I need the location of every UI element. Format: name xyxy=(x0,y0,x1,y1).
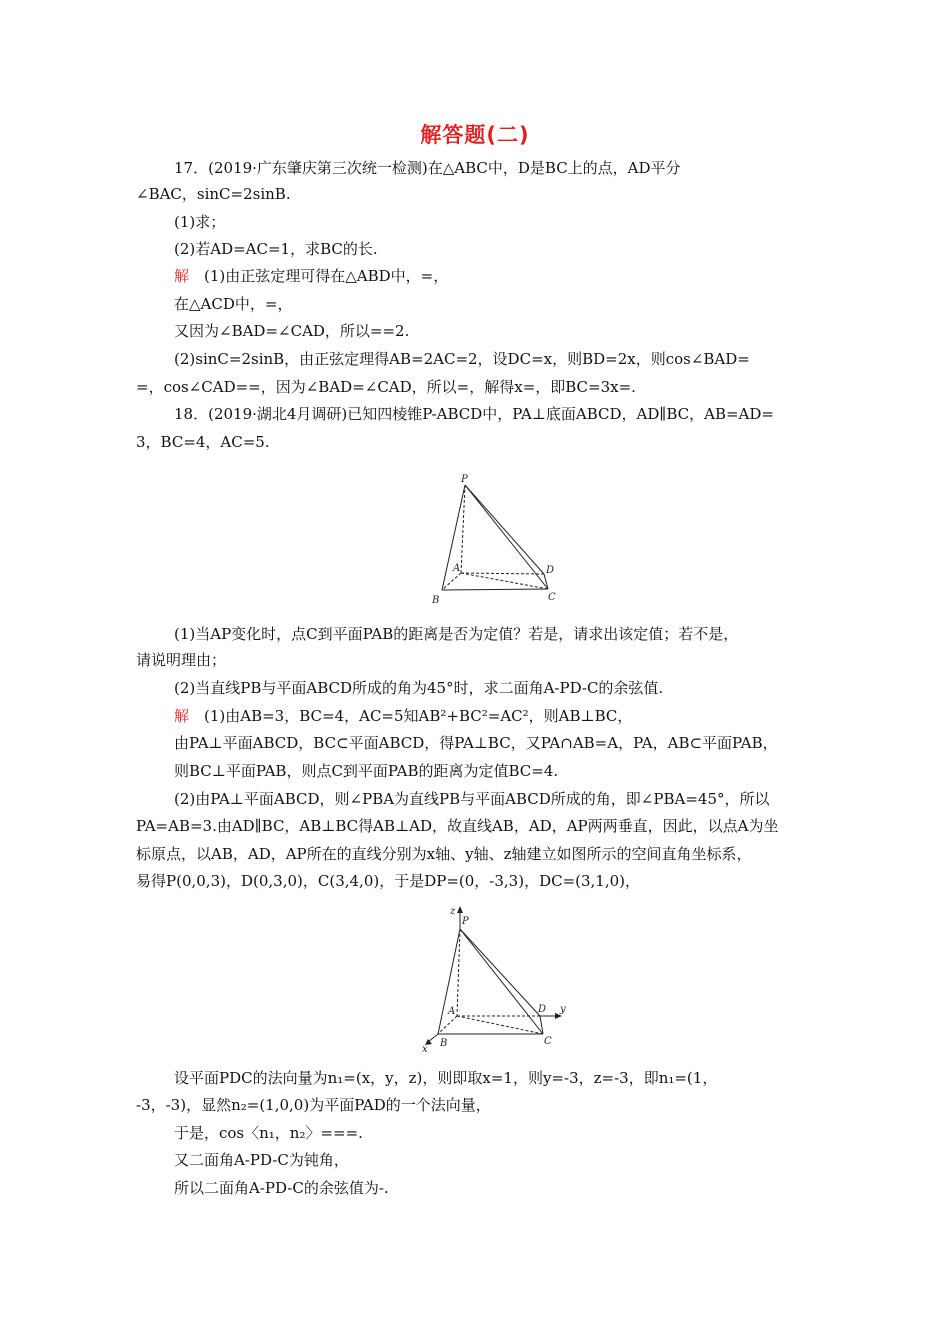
s18-line-8: 设平面PDC的法向量为n₁=(x，y，z)，则即取x=1，则y=-3，z=-3，即n₁=(1， xyxy=(174,1069,718,1087)
edge-PB xyxy=(442,485,465,590)
page-title: 解答题(二) xyxy=(420,123,530,147)
label-A: A xyxy=(448,1006,456,1017)
q18-line-1: 18．(2019·湖北4月调研)已知四棱锥P-ABCD中，PA⊥底面ABCD，AD∥BC，AB=AD= xyxy=(174,405,774,423)
q18-line-4: 请说明理由； xyxy=(136,651,227,669)
label-x: x xyxy=(422,1044,428,1055)
label-C: C xyxy=(544,1036,552,1047)
s18-line-7: 易得P(0,0,3)，D(0,3,0)，C(3,4,0)，于是DP=(0，-3,3)，DC=(3,1,0)， xyxy=(136,872,641,890)
solution-tag: 解 xyxy=(174,707,190,725)
s17-line-2: 在△ACD中，=， xyxy=(174,295,293,313)
s18-line-10: 于是，cos〈n₁，n₂〉===. xyxy=(174,1124,363,1142)
edge-AC xyxy=(457,1016,543,1034)
s17-line-5: =，cos∠CAD==，因为∠BAD=∠CAD，所以=，解得x=，即BC=3x=. xyxy=(136,378,636,396)
q18-line-2: 3，BC=4，AC=5. xyxy=(136,433,270,451)
edge-AD xyxy=(461,573,544,574)
q18-line-5: (2)当直线PB与平面ABCD所成的角为45°时，求二面角A-PD-C的余弦值. xyxy=(174,679,664,697)
s18-line-9: -3，-3)，显然n₂=(1,0,0)为平面PAD的一个法向量， xyxy=(136,1096,491,1114)
x-axis xyxy=(428,1034,438,1042)
label-P: P xyxy=(461,474,468,485)
s17-text-1: (1)由正弦定理可得在△ABD中，=， xyxy=(204,267,449,285)
q18-line-3: (1)当AP变化时，点C到平面PAB的距离是否为定值？若是，请求出该定值；若不是， xyxy=(174,625,739,643)
label-C: C xyxy=(548,592,556,603)
s17-line-4: (2)sinC=2sinB，由正弦定理得AB=2AC=2，设DC=x，则BD=2x，则cos∠BAD= xyxy=(174,350,750,368)
label-z: z xyxy=(450,906,456,917)
solution-tag: 解 xyxy=(174,267,190,285)
s18-text-1: (1)由AB=3，BC=4，AC=5知AB²+BC²=AC²，则AB⊥BC， xyxy=(204,707,633,725)
edge-BC xyxy=(442,589,548,590)
s18-line-3: 则BC⊥平面PAB，则点C到平面PAB的距离为定值BC=4. xyxy=(174,762,559,780)
s18-line-12: 所以二面角A-PD-C的余弦值为-. xyxy=(174,1179,389,1197)
q17-line-3: (1)求； xyxy=(174,213,226,231)
label-P: P xyxy=(462,916,469,927)
s17-line-3: 又因为∠BAD=∠CAD，所以==2. xyxy=(174,322,410,340)
q17-line-2: ∠BAC，sinC=2sinB. xyxy=(136,185,291,203)
edge-PC xyxy=(460,929,543,1034)
pyramid-figure-1 xyxy=(420,470,570,610)
label-D: D xyxy=(538,1004,547,1015)
q17-line-4: (2)若AD=AC=1，求BC的长. xyxy=(174,240,378,258)
label-A: A xyxy=(453,563,461,574)
edge-PD xyxy=(460,929,540,1016)
label-B: B xyxy=(432,595,440,606)
q17-line-1: 17．(2019·广东肇庆第三次统一检测)在△ABC中，D是BC上的点，AD平分 xyxy=(174,159,681,177)
s18-line-11: 又二面角A-PD-C为钝角， xyxy=(174,1151,349,1169)
edge-PD xyxy=(465,485,544,574)
s18-line-2: 由PA⊥平面ABCD，BC⊂平面ABCD，得PA⊥BC，又PA∩AB=A，PA，AB⊂平面PAB， xyxy=(174,734,778,752)
s18-line-4: (2)由PA⊥平面ABCD，则∠PBA为直线PB与平面ABCD所成的角，即∠PBA=45°，所以 xyxy=(174,790,770,808)
s17-line-1 xyxy=(174,266,448,286)
z-axis-arrow xyxy=(457,906,463,913)
pyramid-figure-2 xyxy=(410,902,580,1057)
s18-line-5: PA=AB=3.由AD∥BC，AB⊥BC得AB⊥AD，故直线AB，AD，AP两两垂直，因此，以点A为坐 xyxy=(136,817,779,835)
edge-PB xyxy=(438,929,460,1034)
edge-AC xyxy=(461,573,548,589)
label-B: B xyxy=(440,1038,448,1049)
s18-line-6: 标原点，以AB，AD，AP所在的直线分别为x轴、y轴、z轴建立如图所示的空间直角坐标系， xyxy=(136,845,752,863)
label-D: D xyxy=(546,565,555,576)
label-y: y xyxy=(560,1004,566,1015)
s18-line-1 xyxy=(174,706,632,726)
